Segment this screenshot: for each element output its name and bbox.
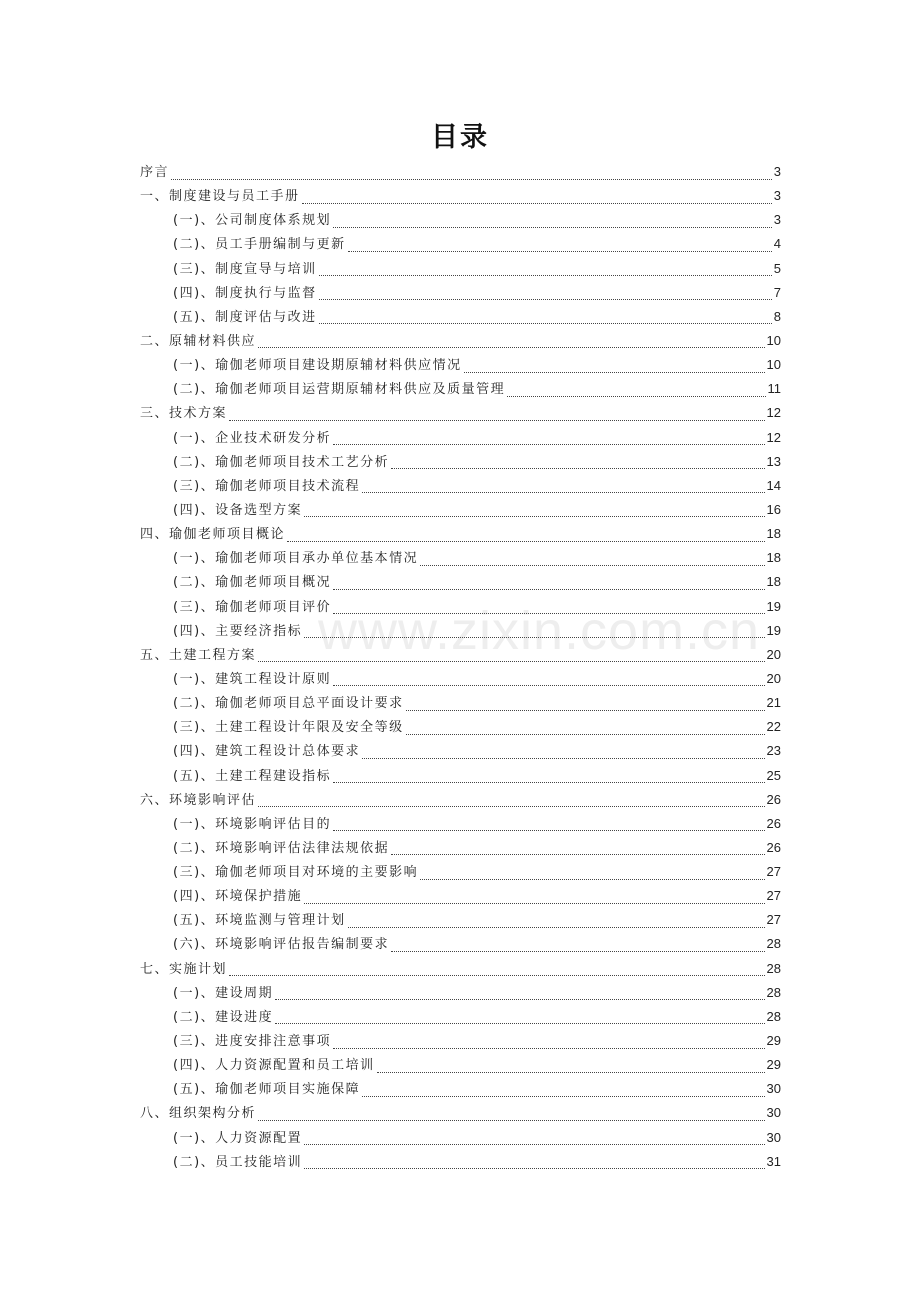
toc-entry-title: (四)、制度执行与监督: [173, 285, 317, 301]
toc-page-number: 30: [766, 1129, 781, 1145]
toc-dot-leader: [333, 820, 764, 831]
toc-dot-leader: [420, 869, 764, 880]
toc-entry-title: (三)、瑜伽老师项目对环境的主要影响: [173, 865, 419, 881]
toc-page-number: 16: [766, 501, 781, 517]
toc-subentry[interactable]: [173, 209, 781, 231]
toc-page-number: 13: [766, 453, 781, 469]
toc-entry-title: 五、土建工程方案: [140, 647, 257, 663]
toc-page-number: 14: [766, 477, 781, 493]
toc-dot-leader: [348, 917, 765, 928]
toc-page-number: 7: [773, 284, 781, 300]
toc-entry-title: (三)、土建工程设计年限及安全等级: [173, 720, 404, 736]
toc-subentry[interactable]: [173, 1151, 781, 1173]
toc-entry-title: (五)、制度评估与改进: [173, 309, 317, 325]
toc-entry-title: 一、制度建设与员工手册: [140, 189, 300, 205]
toc-entry-title: (一)、瑜伽老师项目建设期原辅材料供应情况: [173, 358, 462, 374]
toc-page-number: 12: [766, 429, 781, 445]
toc-dot-leader: [258, 796, 765, 807]
toc-entry[interactable]: [140, 185, 781, 207]
toc-page-number: 26: [766, 791, 781, 807]
toc-dot-leader: [391, 844, 764, 855]
toc-page-number: 3: [773, 164, 781, 179]
toc-entry-title: (五)、环境监测与管理计划: [173, 913, 346, 929]
toc-entry-title: 六、环境影响评估: [140, 792, 257, 808]
toc-subentry[interactable]: [173, 354, 781, 376]
toc-page-number: 3: [773, 212, 781, 228]
toc-entry-title: (三)、制度宣导与培训: [173, 261, 317, 277]
toc-page-number: 18: [766, 550, 781, 566]
toc-entry-title: (二)、建设进度: [173, 1009, 274, 1025]
toc-subentry[interactable]: [173, 378, 781, 400]
toc-subentry[interactable]: [173, 620, 781, 642]
toc-dot-leader: [304, 1158, 764, 1169]
toc-page-number: 20: [766, 670, 781, 686]
toc-entry[interactable]: [140, 1102, 781, 1124]
toc-entry-title: (二)、员工技能培训: [173, 1154, 303, 1170]
toc-subentry[interactable]: [173, 909, 781, 931]
toc-dot-leader: [362, 482, 764, 493]
toc-dot-leader: [391, 941, 764, 952]
toc-entry-title: (四)、人力资源配置和员工培训: [173, 1058, 375, 1074]
toc-subentry[interactable]: [173, 813, 781, 835]
toc-entry-title: (二)、瑜伽老师项目技术工艺分析: [173, 454, 390, 470]
toc-entry-title: 二、原辅材料供应: [140, 333, 257, 349]
toc-entry[interactable]: [140, 161, 781, 183]
toc-subentry[interactable]: [173, 451, 781, 473]
toc-dot-leader: [258, 1110, 765, 1121]
toc-dot-leader: [464, 362, 765, 373]
toc-subentry[interactable]: [173, 668, 781, 690]
toc-dot-leader: [304, 506, 764, 517]
toc-dot-leader: [319, 265, 772, 276]
toc-subentry[interactable]: [173, 765, 781, 787]
toc-subentry[interactable]: [173, 258, 781, 280]
toc-entry-title: (四)、环境保护措施: [173, 889, 303, 905]
toc-entry-title: 序言: [140, 165, 170, 180]
toc-subentry[interactable]: [173, 740, 781, 762]
toc-page-number: 30: [766, 1081, 781, 1097]
toc-page-number: 28: [766, 1008, 781, 1024]
toc-subentry[interactable]: [173, 1078, 781, 1100]
toc-page-number: 11: [767, 381, 781, 397]
toc-subentry[interactable]: [173, 547, 781, 569]
toc-subentry[interactable]: [173, 306, 781, 328]
toc-entry-title: (一)、环境影响评估目的: [173, 816, 332, 832]
toc-entry-title: (二)、瑜伽老师项目概况: [173, 575, 332, 591]
toc-entry-title: (三)、进度安排注意事项: [173, 1034, 332, 1050]
toc-entry-title: (二)、瑜伽老师项目总平面设计要求: [173, 696, 404, 712]
toc-page-number: 28: [766, 984, 781, 1000]
toc-entry-title: (一)、建筑工程设计原则: [173, 671, 332, 687]
toc-subentry[interactable]: [173, 1127, 781, 1149]
toc-dot-leader: [333, 434, 764, 445]
toc-subentry[interactable]: [173, 499, 781, 521]
toc-page-number: 28: [766, 960, 781, 976]
toc-dot-leader: [333, 1038, 764, 1049]
toc-entry-title: (四)、主要经济指标: [173, 623, 303, 639]
toc-entry-title: (四)、建筑工程设计总体要求: [173, 744, 361, 760]
toc-dot-leader: [258, 337, 765, 348]
toc-entry[interactable]: [140, 330, 781, 352]
toc-entry[interactable]: [140, 958, 781, 980]
toc-page-number: 31: [766, 1153, 781, 1169]
toc-subentry[interactable]: [173, 571, 781, 593]
toc-page-number: 4: [773, 236, 781, 252]
toc-entry-title: (二)、环境影响评估法律法规依据: [173, 840, 390, 856]
toc-dot-leader: [319, 313, 772, 324]
toc-dot-leader: [275, 1013, 764, 1024]
toc-subentry[interactable]: [173, 1006, 781, 1028]
toc-entry-title: (三)、瑜伽老师项目技术流程: [173, 478, 361, 494]
toc-entry-title: 八、组织架构分析: [140, 1106, 257, 1122]
toc-subentry[interactable]: [173, 885, 781, 907]
toc-page-number: 27: [766, 888, 781, 904]
toc-subentry[interactable]: [173, 982, 781, 1004]
toc-dot-leader: [391, 458, 764, 469]
toc-entry-title: 四、瑜伽老师项目概论: [140, 527, 286, 543]
toc-subentry[interactable]: [173, 475, 781, 497]
toc-page-number: 29: [766, 1033, 781, 1049]
toc-dot-leader: [406, 700, 765, 711]
toc-page-number: 23: [766, 743, 781, 759]
toc-dot-leader: [406, 724, 765, 735]
toc-page-number: 5: [773, 260, 781, 276]
toc-entry-title: (一)、企业技术研发分析: [173, 430, 332, 446]
watermark: www.zixin.com.cn: [318, 601, 761, 661]
toc-page-number: 26: [766, 839, 781, 855]
toc-dot-leader: [304, 627, 764, 638]
toc-dot-leader: [362, 748, 764, 759]
toc-dot-leader: [304, 1134, 764, 1145]
toc-subentry[interactable]: [173, 596, 781, 618]
toc-entry-title: (一)、瑜伽老师项目承办单位基本情况: [173, 551, 419, 567]
toc-entry-title: (四)、设备选型方案: [173, 502, 303, 518]
toc-page-number: 12: [766, 405, 781, 421]
toc-dot-leader: [348, 241, 772, 252]
page-title: 目录: [431, 122, 489, 153]
toc-entry[interactable]: [140, 644, 781, 666]
toc-page-number: 28: [766, 936, 781, 952]
toc-subentry[interactable]: [173, 837, 781, 859]
toc-entry-title: (五)、瑜伽老师项目实施保障: [173, 1082, 361, 1098]
toc-dot-leader: [333, 217, 772, 228]
toc-page-number: 27: [766, 864, 781, 880]
toc-dot-leader: [377, 1062, 765, 1073]
toc-dot-leader: [258, 651, 765, 662]
toc-entry-title: (六)、环境影响评估报告编制要求: [173, 937, 390, 953]
toc-dot-leader: [507, 386, 765, 397]
toc-page-number: 22: [766, 719, 781, 735]
toc-entry-title: (二)、员工手册编制与更新: [173, 237, 346, 253]
toc-page-number: 8: [773, 308, 781, 324]
toc-subentry[interactable]: [173, 233, 781, 255]
toc-entry-title: (一)、建设周期: [173, 985, 274, 1001]
toc-subentry[interactable]: [173, 933, 781, 955]
toc-subentry[interactable]: [173, 1054, 781, 1076]
toc-subentry[interactable]: [173, 282, 781, 304]
toc-subentry[interactable]: [173, 427, 781, 449]
toc-dot-leader: [333, 603, 764, 614]
toc-page-number: 20: [766, 646, 781, 662]
toc-page-number: 3: [773, 188, 781, 204]
toc-subentry[interactable]: [173, 692, 781, 714]
toc-dot-leader: [171, 169, 772, 180]
toc-page-number: 19: [766, 598, 781, 614]
toc-entry-title: 七、实施计划: [140, 961, 228, 977]
toc-page-number: 27: [766, 912, 781, 928]
toc-dot-leader: [229, 965, 765, 976]
toc-page-number: 18: [766, 574, 781, 590]
toc-entry-title: (三)、瑜伽老师项目评价: [173, 599, 332, 615]
toc-entry-title: (一)、公司制度体系规划: [173, 213, 332, 229]
toc-subentry[interactable]: [173, 861, 781, 883]
toc-dot-leader: [420, 555, 764, 566]
toc-dot-leader: [333, 675, 764, 686]
toc-page-number: 29: [766, 1057, 781, 1073]
toc-page-number: 25: [766, 767, 781, 783]
toc-entry-title: (一)、人力资源配置: [173, 1130, 303, 1146]
toc-entry-title: 三、技术方案: [140, 406, 228, 422]
toc-entry-title: (五)、土建工程建设指标: [173, 768, 332, 784]
toc-subentry[interactable]: [173, 716, 781, 738]
toc-entry[interactable]: [140, 402, 781, 424]
toc-dot-leader: [229, 410, 765, 421]
toc-dot-leader: [333, 772, 764, 783]
toc-page-number: 30: [766, 1105, 781, 1121]
toc-page-number: 10: [766, 357, 781, 373]
toc-dot-leader: [302, 193, 772, 204]
toc-page-number: 21: [766, 695, 781, 711]
toc-entry[interactable]: [140, 789, 781, 811]
toc-dot-leader: [275, 989, 764, 1000]
toc-dot-leader: [287, 531, 765, 542]
toc-dot-leader: [304, 893, 764, 904]
toc-dot-leader: [333, 579, 764, 590]
toc-dot-leader: [319, 289, 772, 300]
toc-page-number: 18: [766, 526, 781, 542]
toc-page-number: 10: [766, 332, 781, 348]
toc-subentry[interactable]: [173, 1030, 781, 1052]
toc-page-number: 26: [766, 815, 781, 831]
toc-page-number: 19: [766, 622, 781, 638]
toc-dot-leader: [362, 1086, 764, 1097]
toc-entry[interactable]: [140, 523, 781, 545]
toc-entry-title: (二)、瑜伽老师项目运营期原辅材料供应及质量管理: [173, 382, 506, 398]
